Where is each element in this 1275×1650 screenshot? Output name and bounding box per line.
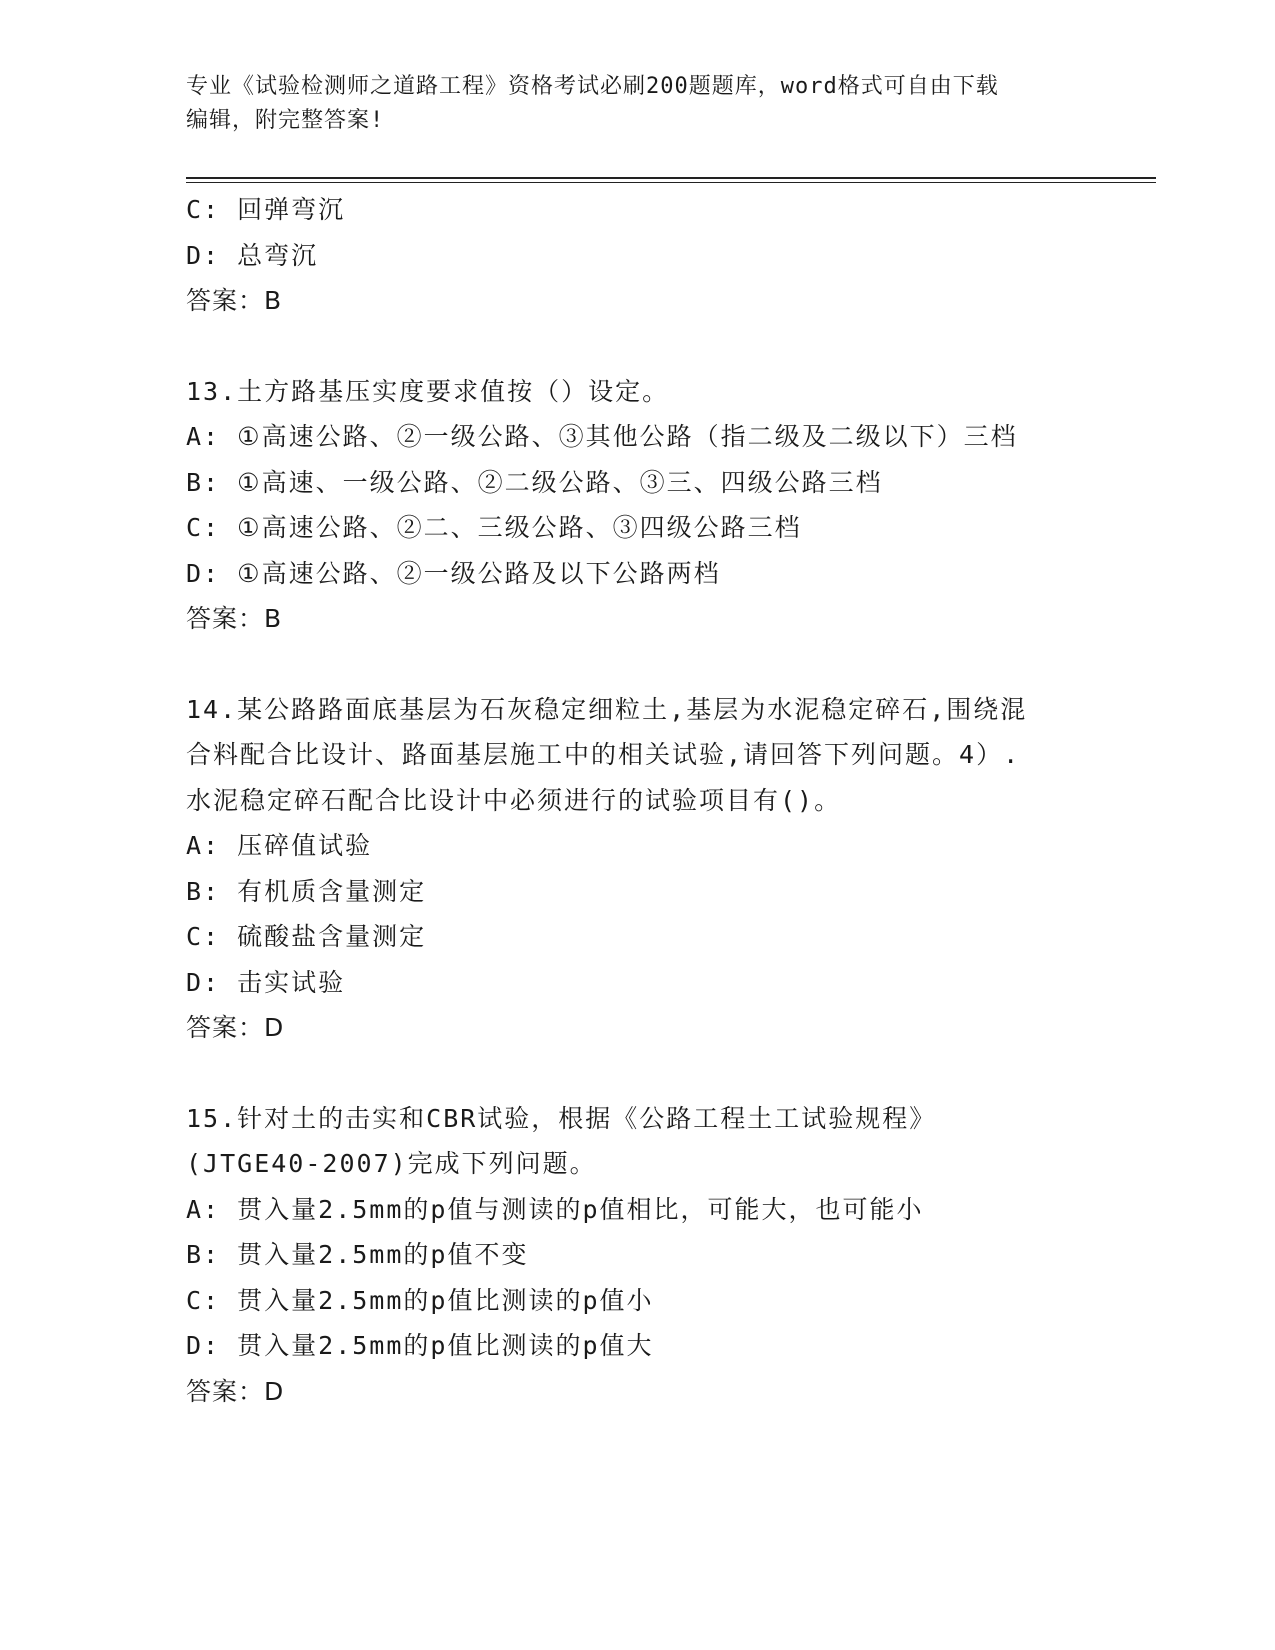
question-text-line2: (JTGE40-2007)完成下列问题。 — [186, 1149, 597, 1178]
answer-label: 答案：B — [186, 604, 283, 633]
question-text-line1: 14.某公路路面底基层为石灰稳定细粒土,基层为水泥稳定碎石,围绕混 — [186, 694, 1028, 724]
option-c: C: 回弹弯沉 — [186, 195, 346, 224]
page-header — [186, 70, 1086, 138]
option-a: A: ①高速公路、②一级公路、③其他公路（指二级及二级以下）三档 — [186, 422, 1018, 451]
option-b: B: ①高速、一级公路、②二级公路、③三、四级公路三档 — [186, 467, 883, 497]
answer-label: 答案：D — [186, 1376, 285, 1406]
option-a: A: 贯入量2.5mm的p值与测读的p值相比，可能大，也可能小 — [186, 1194, 924, 1224]
question-12-tail — [186, 187, 1086, 324]
spacer — [186, 324, 1086, 369]
option-b: B: 有机质含量测定 — [186, 876, 427, 906]
header-title-line1: 专业《试验检测师之道路工程》资格考试必刷200题题库，word格式可自由下载 — [186, 74, 999, 99]
option-c: C: 硫酸盐含量测定 — [186, 922, 427, 951]
option-c: C: 贯入量2.5mm的p值比测读的p值小 — [186, 1285, 654, 1315]
question-text-line3: 水泥稳定碎石配合比设计中必须进行的试验项目有()。 — [186, 785, 842, 815]
question-list — [186, 187, 1086, 1414]
option-c: C: ①高速公路、②二、三级公路、③四级公路三档 — [186, 513, 802, 542]
header-title-line2: 编辑，附完整答案! — [186, 108, 385, 133]
answer-label: 答案：B — [186, 286, 283, 315]
option-d: D: 总弯沉 — [186, 240, 319, 270]
question-13 — [186, 369, 1086, 642]
question-14 — [186, 687, 1086, 1051]
option-b: B: 贯入量2.5mm的p值不变 — [186, 1240, 529, 1269]
spacer — [186, 642, 1086, 687]
question-text-line1: 15.针对土的击实和CBR试验，根据《公路工程土工试验规程》 — [186, 1103, 937, 1133]
option-d: D: 贯入量2.5mm的p值比测读的p值大 — [186, 1331, 654, 1360]
answer-label: 答案：D — [186, 1013, 285, 1042]
question-text: 13.土方路基压实度要求值按（）设定。 — [186, 376, 670, 406]
option-d: D: ①高速公路、②一级公路及以下公路两档 — [186, 558, 721, 588]
option-d: D: 击实试验 — [186, 967, 346, 997]
header-divider-thin — [186, 182, 1156, 183]
header-divider-thick — [186, 177, 1156, 179]
option-a: A: 压碎值试验 — [186, 831, 373, 860]
spacer — [186, 1051, 1086, 1096]
question-text-line2: 合料配合比设计、路面基层施工中的相关试验,请回答下列问题。4）. — [186, 740, 1021, 769]
question-15 — [186, 1096, 1086, 1415]
